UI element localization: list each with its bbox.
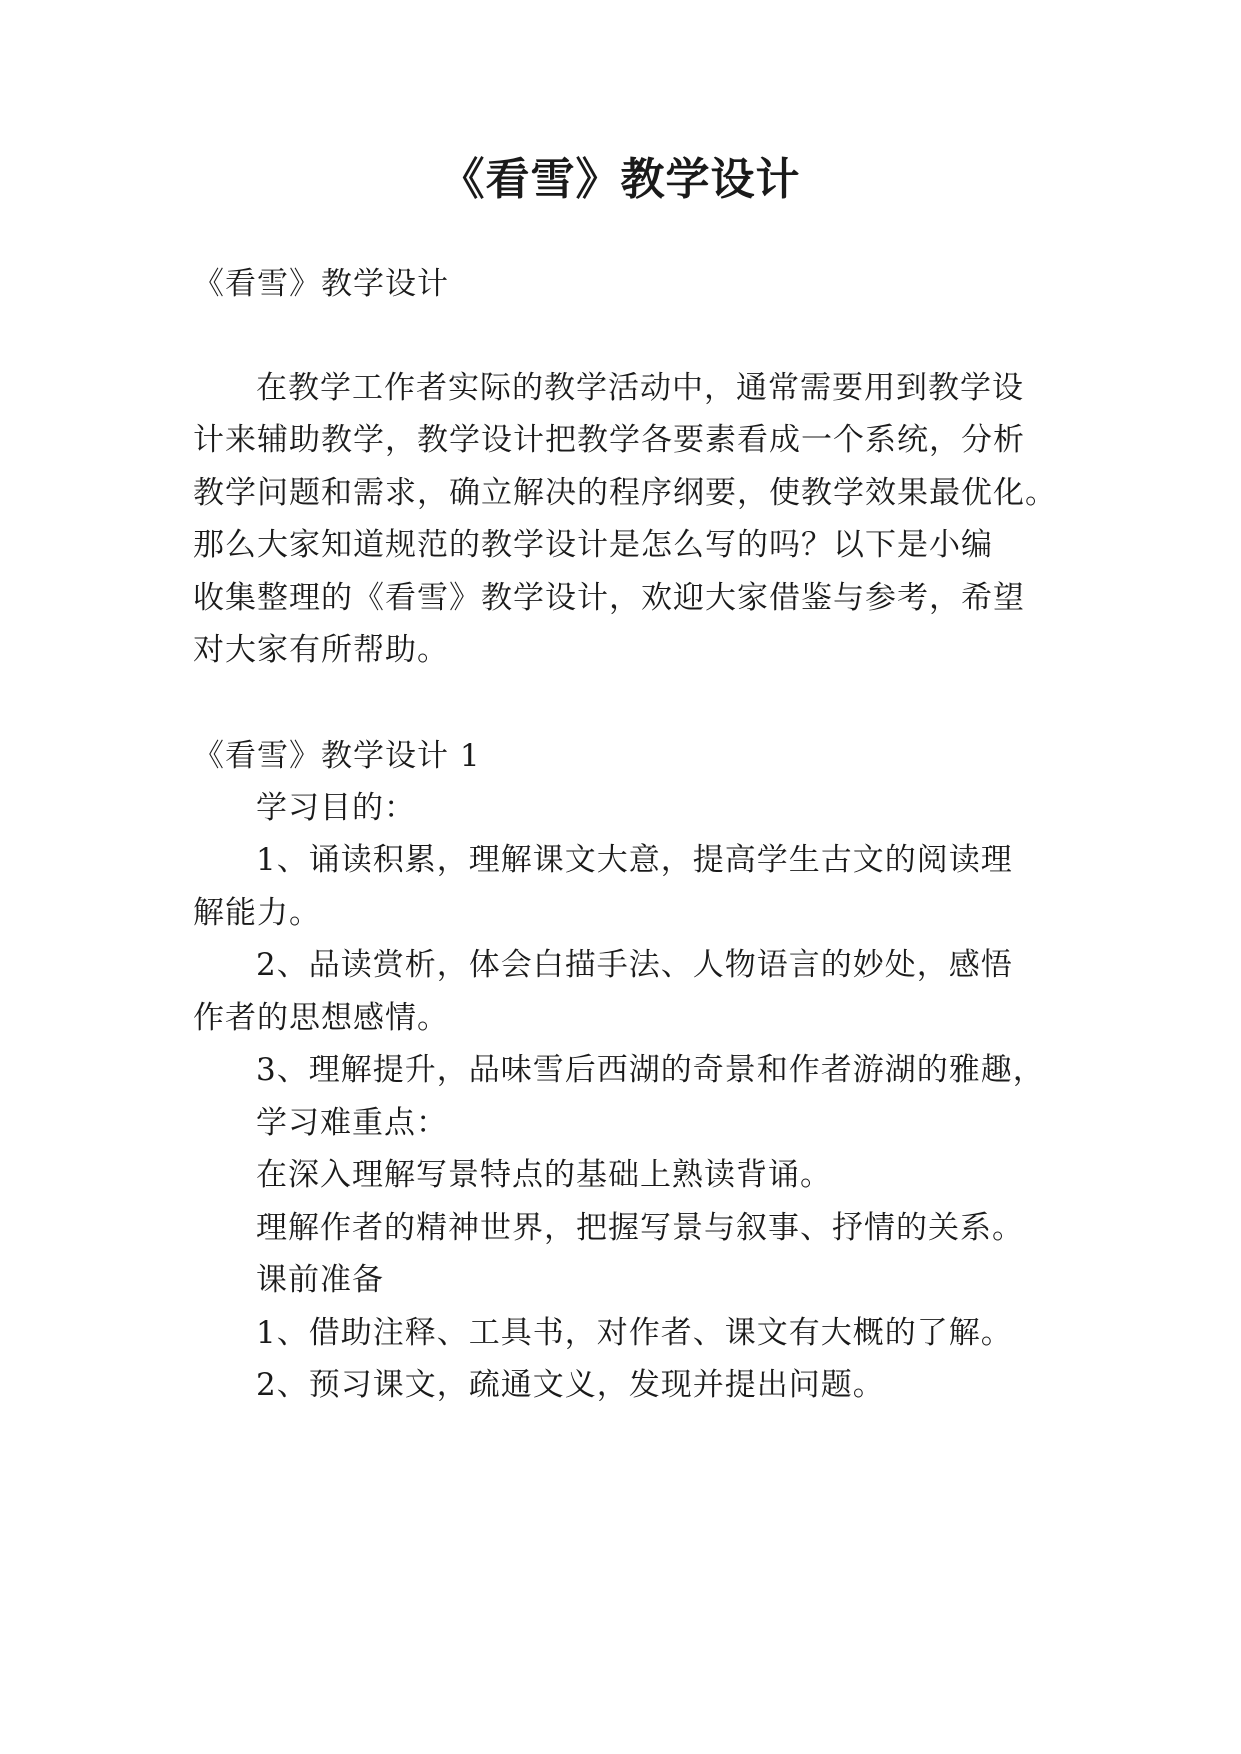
body-line: 理解作者的精神世界，把握写景与叙事、抒情的关系。 <box>256 1210 1024 1246</box>
intro-line: 那么大家知道规范的教学设计是怎么写的吗？以下是小编 <box>193 527 993 563</box>
section-heading: 《看雪》教学设计 1 <box>193 738 481 774</box>
body-line: 学习难重点： <box>256 1105 448 1141</box>
document-title: 《看雪》教学设计 <box>440 154 801 205</box>
document-subtitle: 《看雪》教学设计 <box>193 266 449 302</box>
intro-line: 收集整理的《看雪》教学设计，欢迎大家借鉴与参考，希望 <box>193 580 1025 616</box>
body-line: 2、预习课文，疏通文义，发现并提出问题。 <box>256 1367 885 1403</box>
body-line: 解能力。 <box>193 895 321 931</box>
body-line: 1、诵读积累，理解课文大意，提高学生古文的阅读理 <box>256 842 1013 878</box>
body-line: 在深入理解写景特点的基础上熟读背诵。 <box>256 1157 832 1193</box>
body-line: 学习目的： <box>256 790 416 826</box>
body-line: 课前准备 <box>256 1262 384 1298</box>
intro-line: 在教学工作者实际的教学活动中，通常需要用到教学设 <box>256 370 1024 406</box>
body-line: 1、借助注释、工具书，对作者、课文有大概的了解。 <box>256 1315 1013 1351</box>
intro-line: 教学问题和需求，确立解决的程序纲要，使教学效果最优化。 <box>193 475 1057 511</box>
body-line: 2、品读赏析，体会白描手法、人物语言的妙处，感悟 <box>256 947 1013 983</box>
intro-line: 计来辅助教学，教学设计把教学各要素看成一个系统，分析 <box>193 422 1025 458</box>
body-line: 3、理解提升，品味雪后西湖的奇景和作者游湖的雅趣， <box>256 1052 1045 1088</box>
body-line: 作者的思想感情。 <box>193 1000 449 1036</box>
intro-line: 对大家有所帮助。 <box>193 632 449 668</box>
